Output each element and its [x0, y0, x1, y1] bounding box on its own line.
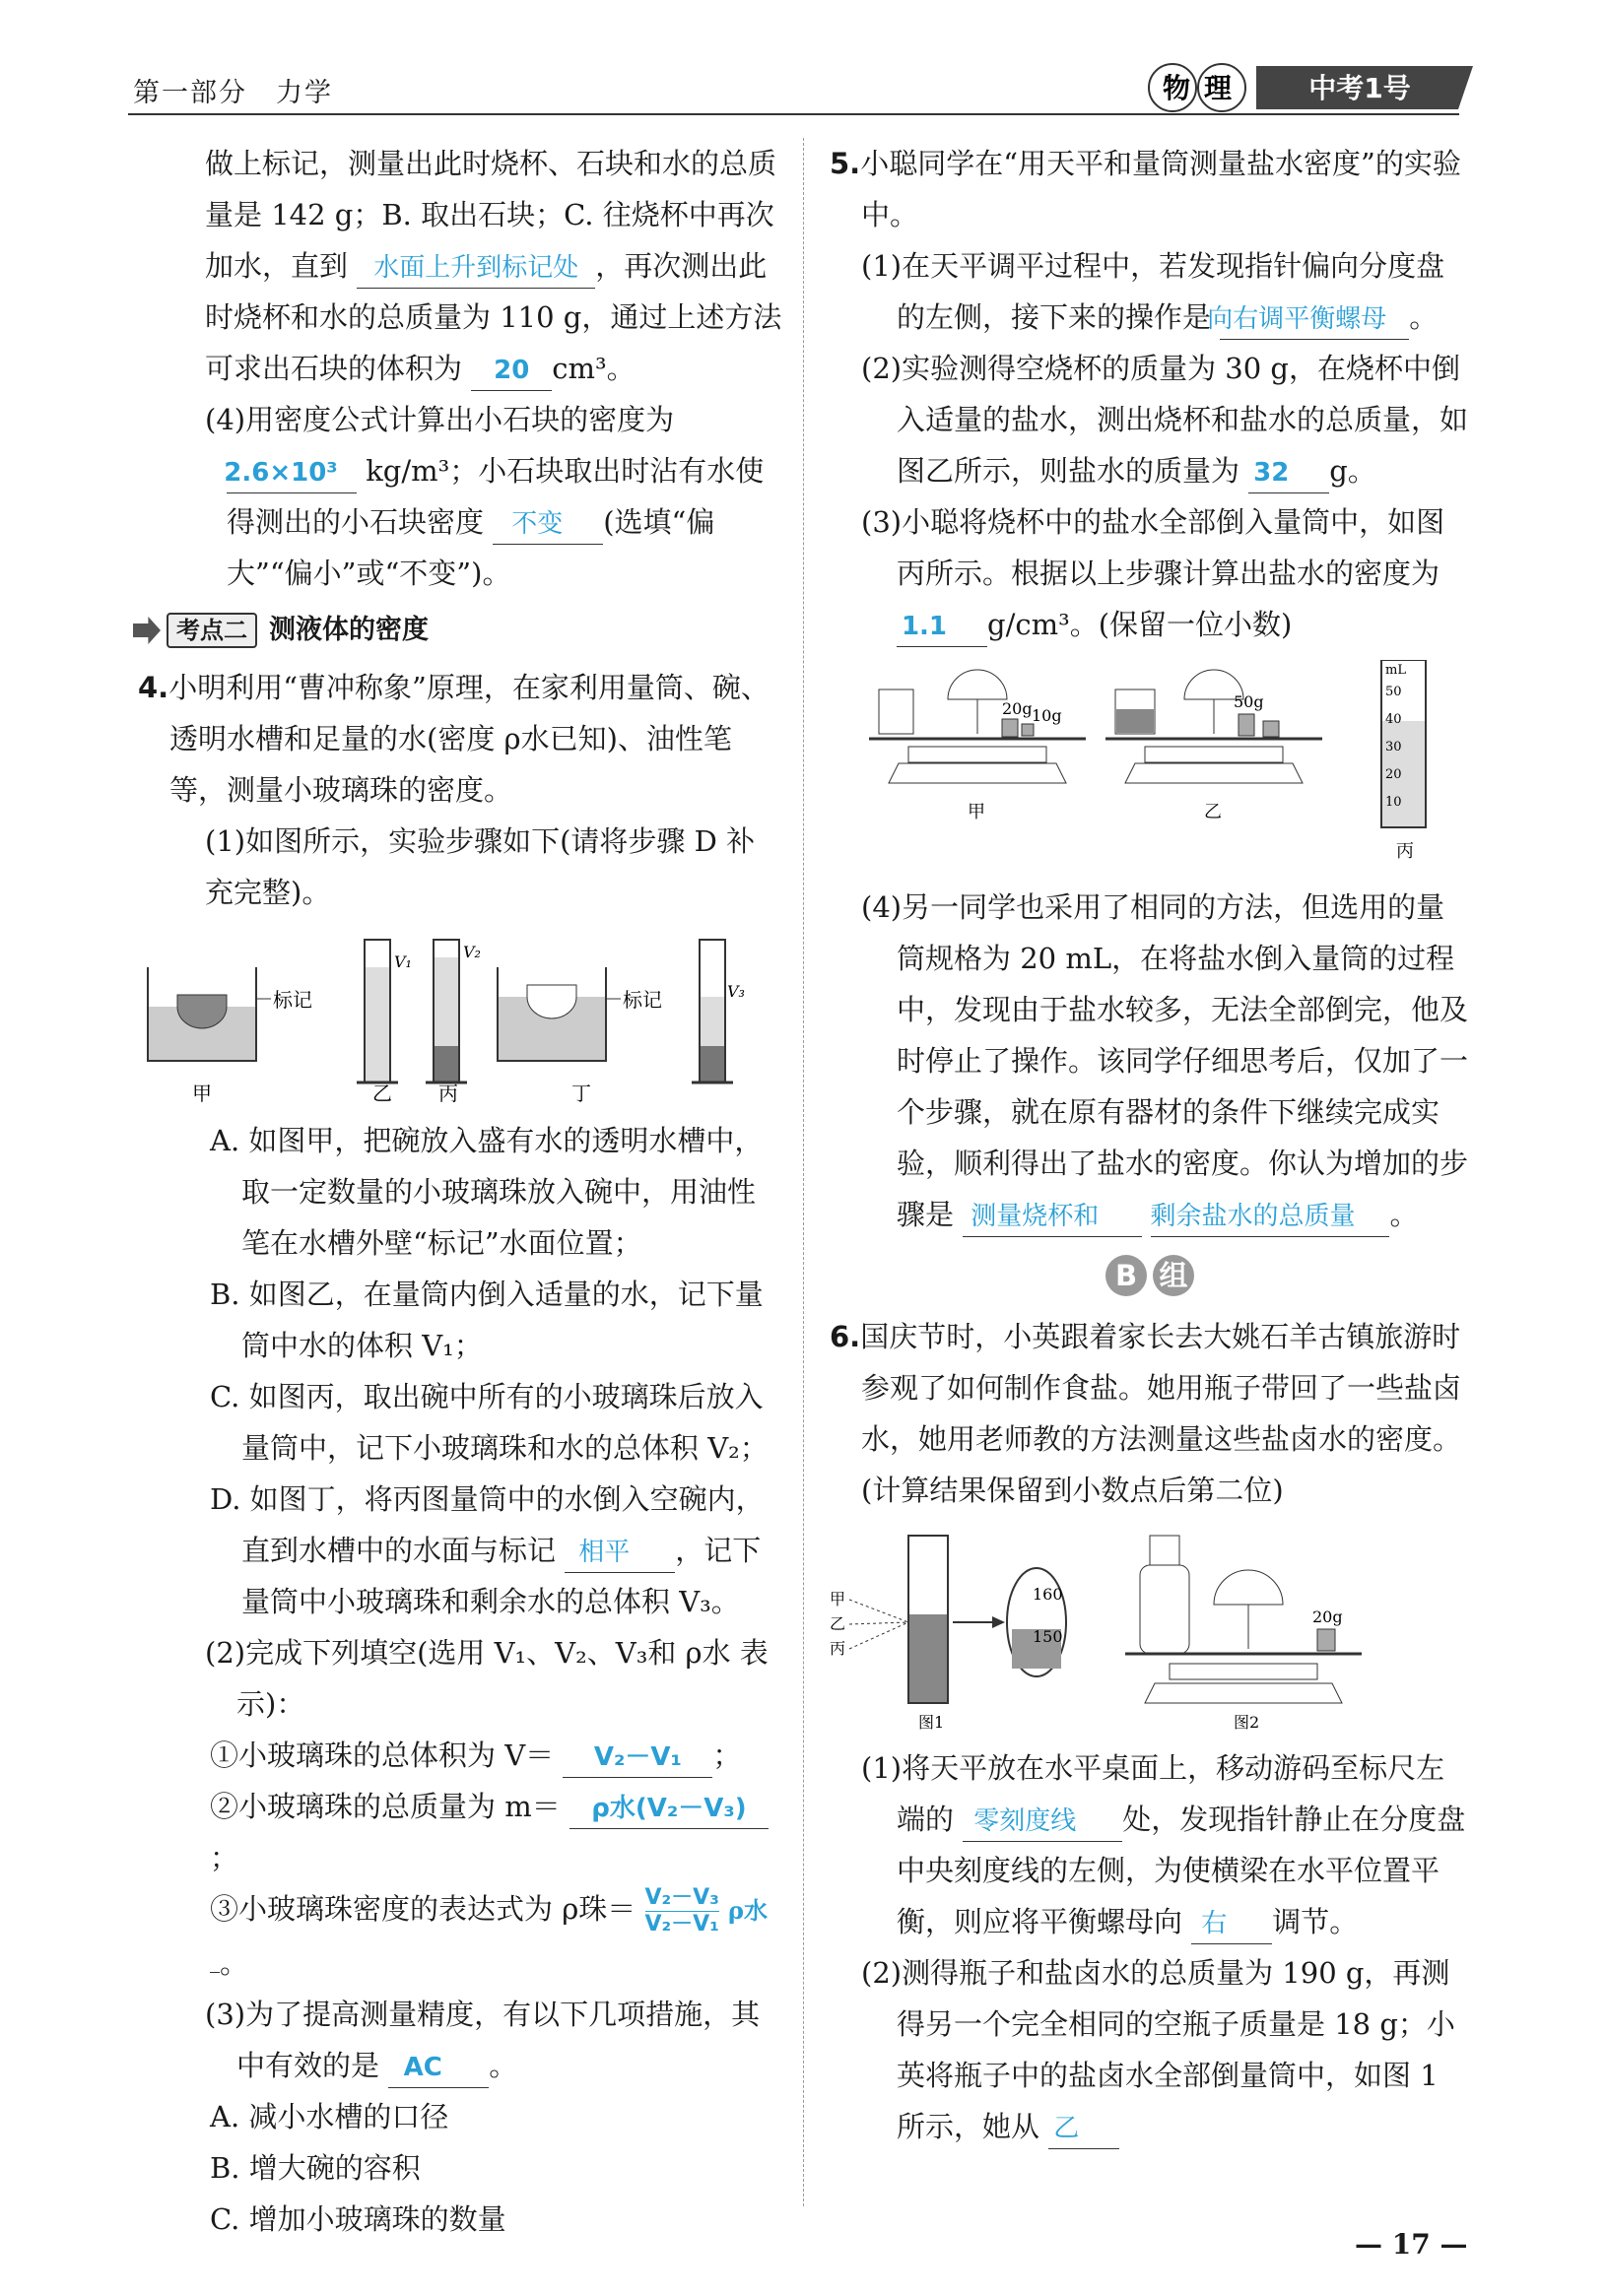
q6-stem: 6.国庆节时，小英跟着家长去大姚石羊古镇旅游时参观了如何制作食盐。她用瓶子带回了一些盐卤水，她用老师教的方法测量这些盐卤水的密度。(计算结果保留到小数点后第二位) — [830, 1320, 1462, 1507]
step-c: C. 如图丙，取出碗中所有的小玻璃珠后放入量筒中，记下小玻璃珠和水的总体积 V₂； — [210, 1380, 769, 1465]
svg-text:20g: 20g — [1312, 1607, 1343, 1626]
answer-blank: 零刻度线 — [963, 1802, 1122, 1842]
answer-blank: 32 — [1248, 453, 1329, 493]
svg-text:图1: 图1 — [918, 1713, 945, 1732]
svg-text:图2: 图2 — [1234, 1713, 1260, 1732]
series-badge — [1143, 61, 1478, 114]
badge-subject: 物理 — [1163, 72, 1232, 104]
cylinder-yi — [357, 940, 412, 1105]
q6-part1: (1)将天平放在水平桌面上，移动游码至标尺左端的 零刻度线 处，发现指针静止在分度盘中央刻度线的左侧，为使横梁在水平位置平衡，则应将平衡螺母向 右 调节。 — [830, 1742, 1470, 1947]
svg-text:40: 40 — [1385, 712, 1402, 727]
left-column — [138, 138, 783, 2245]
answer-blank: 剩余盐水的总质量 — [1151, 1197, 1389, 1237]
header-rule — [128, 113, 1459, 115]
cylinder-bing — [426, 940, 481, 1105]
answer-blank: V₂－V₁ — [563, 1738, 712, 1778]
q4-part2: (2)完成下列填空(选用 V₁、V₂、V₃和 ρ水 表示)： — [205, 1636, 769, 1721]
answer-blank: 2.6×10³ — [227, 453, 357, 493]
q4-part1: (1)如图所示，实验步骤如下(请将步骤 D 补充完整)。 — [205, 824, 756, 909]
svg-text:乙: 乙 — [830, 1614, 846, 1633]
svg-text:甲: 甲 — [830, 1590, 846, 1608]
svg-text:mL: mL — [1385, 663, 1406, 678]
svg-text:160: 160 — [1033, 1585, 1063, 1604]
svg-text:丙: 丙 — [1396, 841, 1414, 862]
q3-part4: (4)用密度公式计算出小石块的密度为 2.6×10³ kg/m³；小石块取出时沾有水使得测出的小石块密度 不变 (选填“偏大”“偏小”或“不变”)。 — [205, 403, 765, 590]
balance-jia — [869, 670, 1086, 822]
svg-text:10g: 10g — [1032, 706, 1062, 725]
answer-blank: 乙 — [1048, 2109, 1119, 2149]
fill-3: ③小玻璃珠密度的表达式为 ρ珠＝ $\frac{\text{V₂－V₃}}{\text{V₂－V₁}}$ ρ水 。 — [210, 1884, 769, 1980]
answer-blank: 水面上升到标记处 — [357, 248, 595, 289]
svg-text:50: 50 — [1385, 685, 1402, 699]
svg-text:丙: 丙 — [830, 1639, 846, 1658]
page-number: — 17 — — [1355, 2228, 1468, 2261]
step-b: B. 如图乙，在量筒内倒入适量的水，记下量筒中水的体积 V₁； — [210, 1278, 764, 1362]
svg-text:10: 10 — [1385, 795, 1402, 810]
svg-text:甲: 甲 — [968, 802, 985, 822]
svg-text:50g: 50g — [1234, 692, 1264, 711]
svg-text:甲: 甲 — [192, 1082, 212, 1105]
svg-text:V₁: V₁ — [394, 952, 412, 971]
svg-text:V₂: V₂ — [463, 943, 481, 961]
section-header: 第一部分 力学 — [133, 78, 333, 108]
answer-blank: 测量烧杯和 — [963, 1197, 1142, 1237]
answer-blank: 20 — [471, 351, 552, 391]
q4-part3: (3)为了提高测量精度，有以下几项措施，其中有效的是 AC 。 — [169, 1989, 783, 2091]
option-b: B. 增大碗的容积 — [210, 2150, 421, 2185]
svg-text:乙: 乙 — [372, 1082, 392, 1105]
svg-text:丙: 丙 — [438, 1082, 458, 1105]
answer-blank: ρ水(V₂－V₃) — [569, 1789, 769, 1829]
svg-text:标记: 标记 — [623, 988, 662, 1012]
fill-1: ①小玻璃珠的总体积为 V＝ V₂－V₁ ； — [138, 1730, 783, 1781]
step-a: A. 如图甲，把碗放入盛有水的透明水槽中，取一定数量的小玻璃珠放入碗中，用油性笔在水槽外壁“标记”水面位置； — [210, 1124, 764, 1260]
svg-text:30: 30 — [1385, 740, 1402, 754]
tank-ding — [498, 967, 662, 1105]
density-fraction: $\frac{\text{V₂－V₃}}{\text{V₂－V₁}}$ — [644, 1884, 719, 1936]
answer-blank: 相平 — [565, 1533, 675, 1573]
section-heading — [133, 605, 783, 656]
svg-text:标记: 标记 — [273, 988, 312, 1012]
q3-continued: 做上标记，测量出此时烧杯、石块和水的总质量是 142 g；B. 取出石块；C. 往烧杯中再次加水，直到 水面上升到标记处 ，再次测出此时烧杯和水的总质量为 110 g，通过上述方法可求出石块的体积为 20 cm³。 — [138, 138, 783, 394]
experiment-figure — [138, 928, 749, 1105]
section-title: 测液体的密度 — [269, 615, 429, 645]
column-divider — [803, 138, 804, 2206]
q4-stem: 4.小明利用“曹冲称象”原理，在家利用量筒、碗、透明水槽和足量的水(密度 ρ水已知)、油性笔等，测量小玻璃珠的密度。 — [138, 671, 770, 807]
svg-text:乙: 乙 — [1204, 802, 1222, 822]
q5-stem: 5.小聪同学在“用天平和量筒测量盐水密度”的实验中。 — [830, 147, 1461, 231]
svg-text:20g: 20g — [1002, 699, 1033, 718]
arrow-icon — [133, 617, 161, 644]
balance-figure — [869, 660, 1480, 872]
svg-text:150: 150 — [1033, 1627, 1063, 1646]
q6-part2: (2)测得瓶子和盐卤水的总质量为 190 g，再测得另一个完全相同的空瓶子质量是 18 g；小英将瓶子中的盐卤水全部倒量筒中，如图 1 所示，她从 乙 — [830, 1947, 1470, 2152]
cylinder-ding — [692, 940, 745, 1082]
option-c: C. 增加小玻璃珠的数量 — [210, 2201, 506, 2236]
q5-part2: (2)实验测得空烧杯的质量为 30 g，在烧杯中倒入适量的盐水，测出烧杯和盐水的总质量，如图乙所示，则盐水的质量为 32 g。 — [830, 343, 1470, 496]
tank-jia — [148, 967, 312, 1105]
right-column — [830, 138, 1470, 2152]
answer-blank: 向右调平衡螺母 — [1220, 299, 1409, 340]
cylinder-bing — [1381, 660, 1426, 862]
balance-yi — [1105, 670, 1322, 822]
answer-blank: 不变 — [493, 504, 603, 545]
answer-blank: AC — [388, 2048, 489, 2088]
group-b-heading: B 组 — [830, 1250, 1470, 1301]
svg-text:丁: 丁 — [571, 1082, 591, 1105]
figure-2 — [1125, 1536, 1362, 1732]
answer-blank: 右 — [1191, 1904, 1272, 1944]
section-tag: 考点二 — [167, 613, 257, 648]
q5-part4: (4)另一同学也采用了相同的方法，但选用的量筒规格为 20 mL，在将盐水倒入量筒的过程中，发现由于盐水较多，无法全部倒完，他及时停止了操作。该同学仔细思考后，仅加了一个步骤，就在原有器材的条件下继续完成实验，顺利得出了盐水的密度。你认为增加的步骤是 测量烧杯和 剩余盐水的总质量 。 — [830, 882, 1470, 1240]
q5-part3: (3)小聪将烧杯中的盐水全部倒入量筒中，如图丙所示。根据以上步骤计算出盐水的密度为 1.1 g/cm³。(保留一位小数) — [830, 496, 1470, 650]
salt-water-figure — [830, 1526, 1440, 1733]
fill-2: ②小玻璃珠的总质量为 m＝ ρ水(V₂－V₃)； — [138, 1781, 783, 1883]
svg-text:V₃: V₃ — [727, 982, 745, 1001]
badge-series: 中考1号 — [1308, 72, 1411, 104]
q5-part1: (1)在天平调平过程中，若发现指针偏向分度盘的左侧，接下来的操作是 向右调平衡螺母 。 — [830, 240, 1470, 343]
svg-text:20: 20 — [1385, 767, 1402, 782]
option-a: A. 减小水槽的口径 — [210, 2099, 449, 2133]
answer-blank: 1.1 — [897, 607, 987, 647]
figure-1 — [830, 1536, 1066, 1732]
step-d: D. 如图丁，将丙图量筒中的水倒入空碗内，直到水槽中的水面与标记 相平 ，记下量筒中小玻璃珠和剩余水的总体积 V₃。 — [210, 1482, 765, 1618]
